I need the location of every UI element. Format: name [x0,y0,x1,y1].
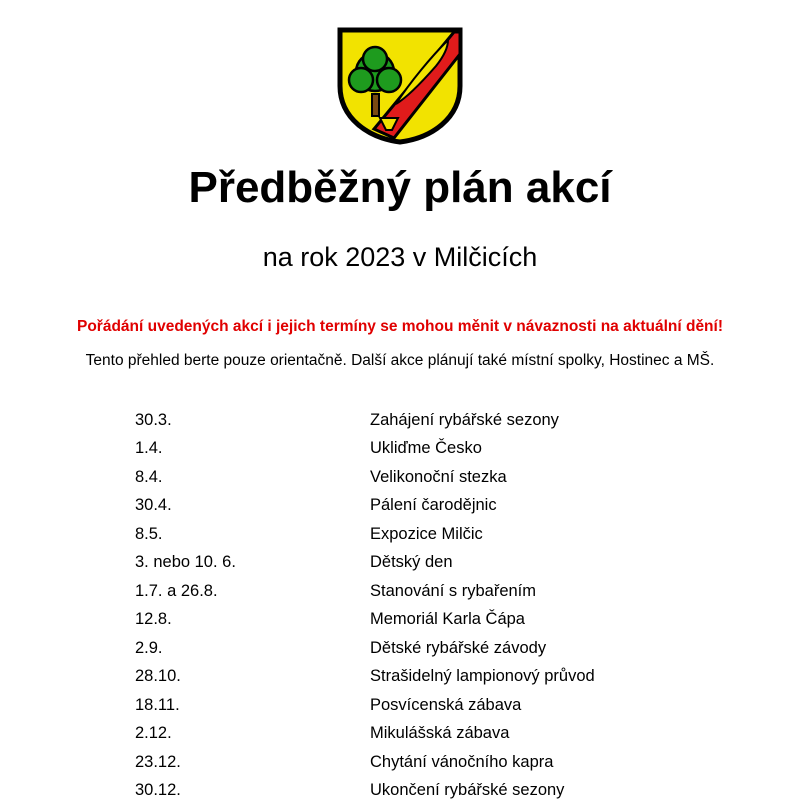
table-row [0,753,790,782]
table-row [0,610,790,639]
event-name: Ukončení rybářské sezony [370,781,565,800]
table-row [0,724,790,753]
table-row [0,781,790,810]
table-row [0,639,790,668]
table-row [0,525,790,554]
table-row [0,667,790,696]
event-name: Dětský den [370,553,453,572]
event-name: Chytání vánočního kapra [370,752,554,771]
notice-warning: Pořádání uvedených akcí i jejich termíny se mohou měnit v návaznosti na aktuální dění! [76,317,723,335]
event-date: 8.5. [135,524,163,543]
event-date: 30.12. [135,781,181,800]
event-name: Zahájení rybářské sezony [370,410,559,429]
event-date: 2.9. [135,638,163,657]
events-table [0,411,790,810]
table-row [0,553,790,582]
crest-container [0,0,800,146]
event-name: Strašidelný lampionový průvod [370,667,595,686]
event-name: Memoriál Karla Čápa [370,610,525,629]
event-date: 23.12. [135,752,181,771]
event-name: Ukliďme Česko [370,439,482,458]
event-date: 1.7. a 26.8. [135,581,218,600]
event-name: Dětské rybářské závody [370,638,547,657]
event-date: 30.3. [135,410,172,429]
event-date: 2.12. [135,724,172,743]
event-date: 1.4. [135,439,163,458]
page-subtitle: na rok 2023 v Milčicích [262,241,538,272]
events-table-body [0,411,790,810]
notice-info: Tento přehled berte pouze orientačně. Další akce plánují také místní spolky, Hostinec a MŠ. [85,352,715,369]
event-name: Stanování s rybařením [370,581,536,600]
event-name: Posvícenská zábava [370,695,522,714]
event-date: 8.4. [135,467,163,486]
event-name: Velikonoční stezka [370,467,507,486]
event-name: Expozice Milčic [370,524,483,543]
coat-of-arms-icon [336,26,464,146]
event-name: Pálení čarodějnic [370,496,497,515]
event-date: 28.10. [135,667,181,686]
event-name: Mikulášská zábava [370,724,510,743]
event-date: 12.8. [135,610,172,629]
table-row [0,496,790,525]
event-date: 30.4. [135,496,172,515]
table-row [0,411,790,440]
table-row [0,696,790,725]
event-date: 3. nebo 10. 6. [135,553,236,572]
event-date: 18.11. [135,695,180,714]
table-row [0,582,790,611]
page-title: Předběžný plán akcí [188,163,612,212]
table-row [0,468,790,497]
table-row [0,439,790,468]
